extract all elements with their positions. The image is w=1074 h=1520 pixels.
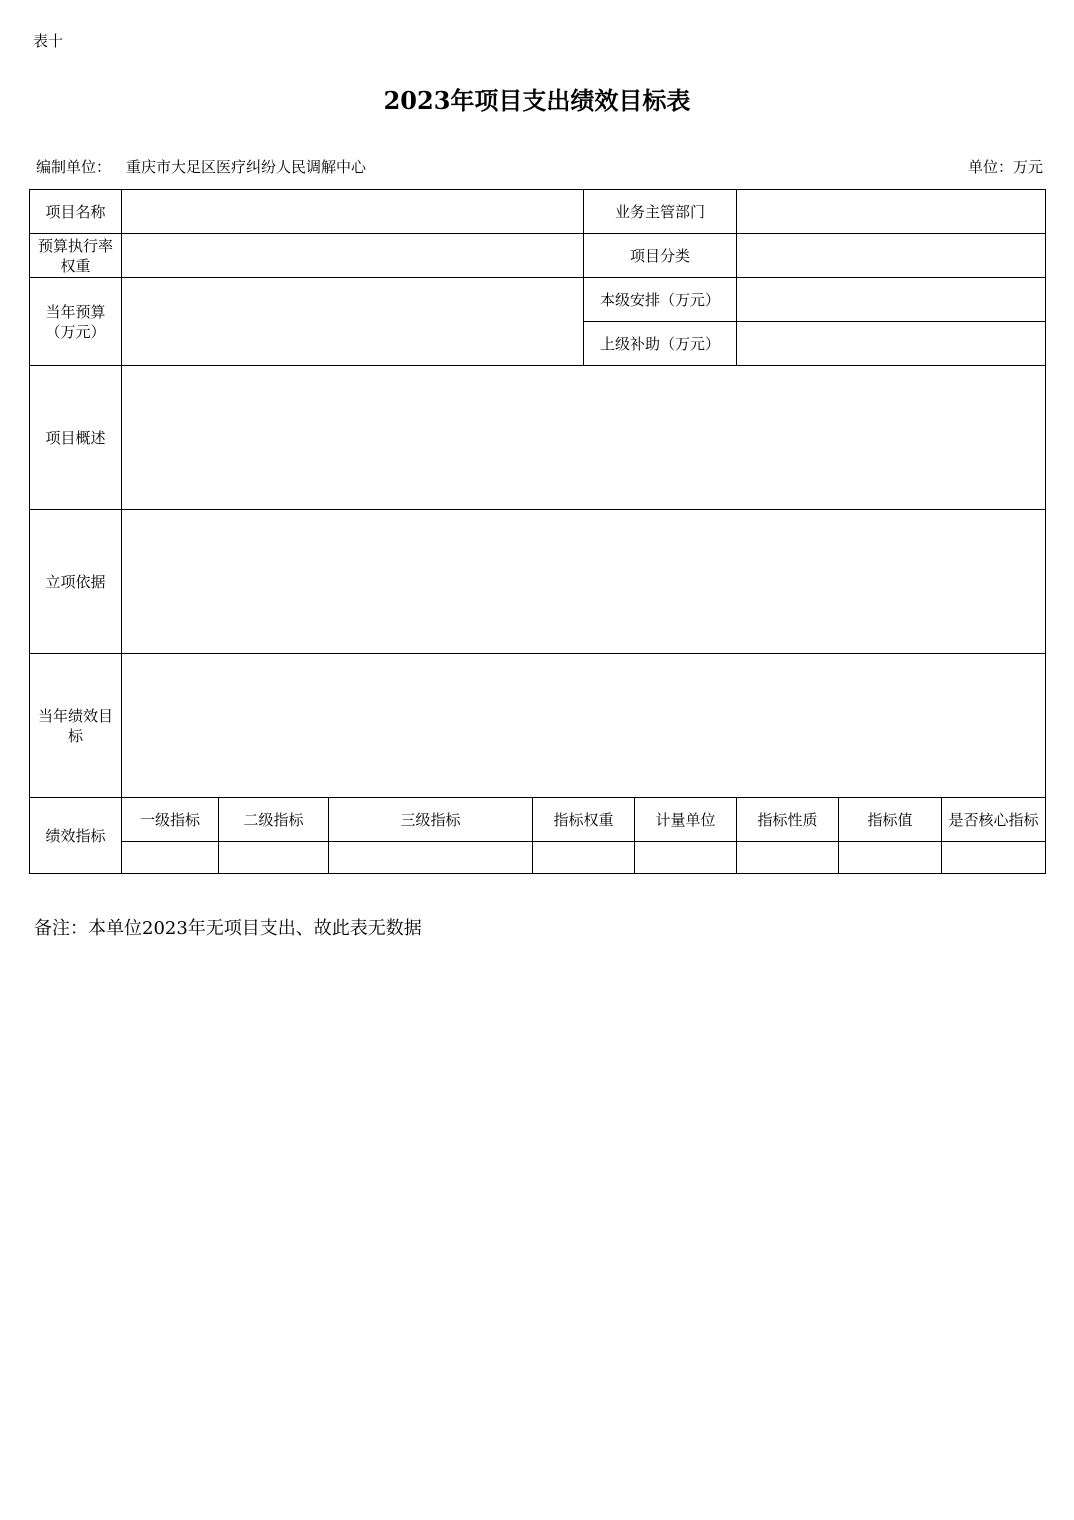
col-level1: 一级指标: [122, 798, 219, 842]
dept-value: [737, 190, 1046, 234]
cell-unit: [635, 842, 737, 874]
page-title: 2023年项目支出绩效目标表: [383, 86, 691, 115]
budget-label: 当年预算（万元）: [30, 278, 122, 366]
overview-value: [122, 366, 1046, 510]
org-name: 重庆市大足区医疗纠纷人民调解中心: [126, 158, 367, 176]
basis-value: [122, 510, 1046, 654]
footnote: 备注：本单位2023年无项目支出、故此表无数据: [34, 918, 422, 939]
row-project-name: [30, 190, 1046, 234]
local-label: 本级安排（万元）: [584, 278, 737, 322]
project-name-value: [122, 190, 584, 234]
unit-label: 单位：万元: [967, 158, 1043, 176]
cell-level2: [219, 842, 329, 874]
goal-value: [122, 654, 1046, 798]
superior-value: [737, 322, 1046, 366]
cell-level3: [329, 842, 533, 874]
category-value: [737, 234, 1046, 278]
col-weight: 指标权重: [533, 798, 635, 842]
row-basis: [30, 510, 1046, 654]
cell-core: [942, 842, 1046, 874]
basis-label: 立项依据: [30, 510, 122, 654]
row-indicator-header: [30, 798, 1046, 842]
cell-value: [839, 842, 942, 874]
project-name-label: 项目名称: [30, 190, 122, 234]
col-nature: 指标性质: [737, 798, 839, 842]
org-label: 编制单位：: [36, 158, 112, 176]
row-exec-rate: [30, 234, 1046, 278]
category-label: 项目分类: [584, 234, 737, 278]
table-number-label: 表十: [33, 32, 64, 50]
col-core: 是否核心指标: [942, 798, 1046, 842]
cell-nature: [737, 842, 839, 874]
cell-weight: [533, 842, 635, 874]
indicators-label: 绩效指标: [30, 798, 122, 874]
cell-level1: [122, 842, 219, 874]
exec-rate-label: 预算执行率权重: [30, 234, 122, 278]
col-value: 指标值: [839, 798, 942, 842]
row-overview: [30, 366, 1046, 510]
exec-rate-value: [122, 234, 584, 278]
row-budget-local: [30, 278, 1046, 322]
col-unit: 计量单位: [635, 798, 737, 842]
col-level3: 三级指标: [329, 798, 533, 842]
performance-target-table: [29, 189, 1046, 874]
col-level2: 二级指标: [219, 798, 329, 842]
dept-label: 业务主管部门: [584, 190, 737, 234]
row-goal: [30, 654, 1046, 798]
row-indicator-data: [30, 842, 1046, 874]
overview-label: 项目概述: [30, 366, 122, 510]
goal-label: 当年绩效目标: [30, 654, 122, 798]
superior-label: 上级补助（万元）: [584, 322, 737, 366]
local-value: [737, 278, 1046, 322]
budget-value: [122, 278, 584, 366]
